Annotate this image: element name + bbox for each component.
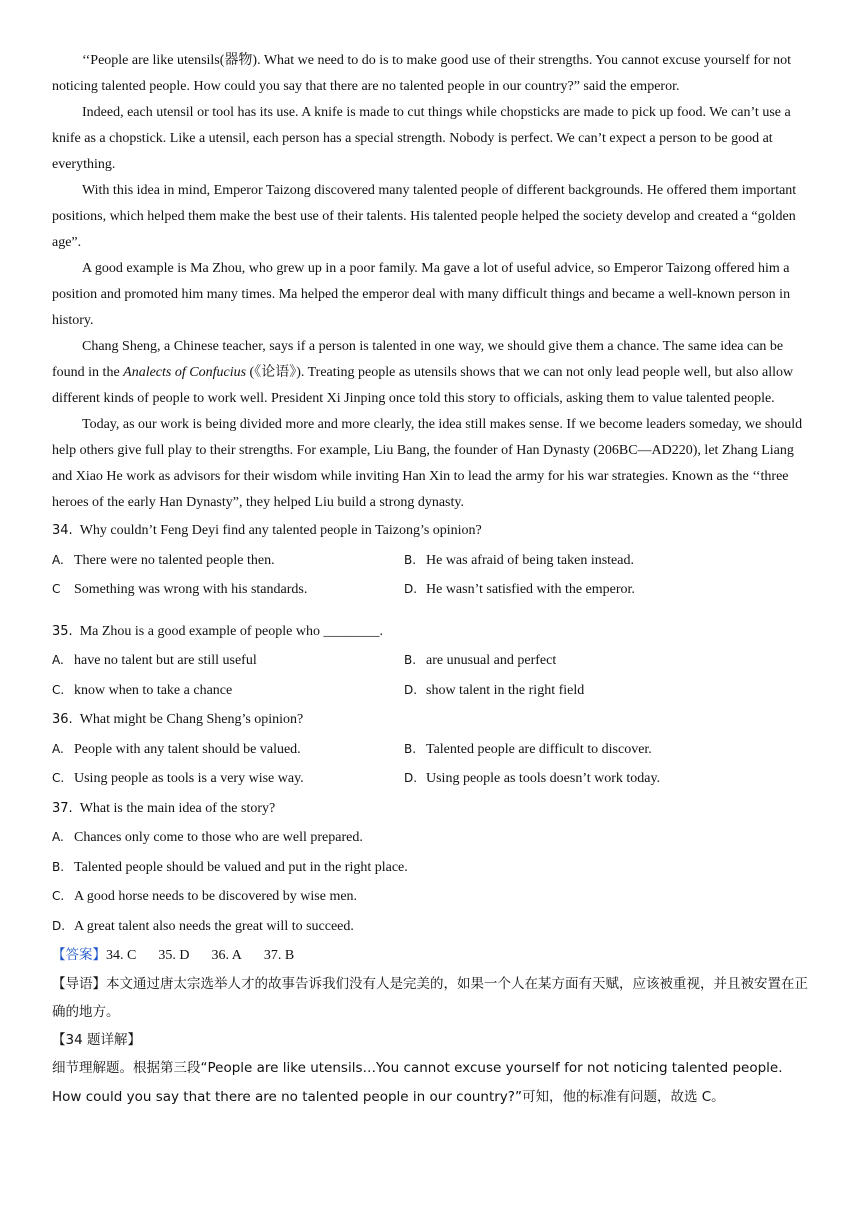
option-letter: A. (52, 552, 64, 567)
option-letter: D. (52, 918, 66, 933)
answer-item: 37. B (263, 948, 295, 963)
option-text: Something was wrong with his standards. (74, 582, 308, 597)
passage-paragraph: A good example is Ma Zhou, who grew up in a poor family. Ma gave a lot of useful advice, so Emperor Taizong offered him a position and promoted him many times. Ma helped the emperor deal with many difficult things and became a well-known person in history. (52, 261, 791, 328)
option-text: A good horse needs to be discovered by wise men. (74, 889, 358, 904)
option (52, 646, 404, 676)
option-letter: D. (404, 582, 418, 596)
option-text: Talented people should be valued and put in the right place. (74, 859, 408, 875)
question-35 (52, 617, 812, 647)
option-text: show talent in the right field (426, 682, 585, 698)
options-36 (52, 735, 812, 794)
answer-tag: 【答案】 (52, 947, 106, 963)
option-letter: A. (52, 830, 64, 844)
answer-item: 34. C (106, 948, 137, 963)
options-35 (52, 646, 812, 705)
option (52, 823, 812, 853)
option-text: Using people as tools is a very wise way. (74, 771, 304, 786)
question-text: What might be Chang Sheng’s opinion? (79, 712, 304, 727)
option (404, 764, 812, 794)
option-text: are unusual and perfect (426, 653, 557, 668)
option-letter: D. (404, 771, 418, 785)
option (404, 646, 812, 676)
passage-paragraph (52, 334, 812, 412)
option (52, 735, 404, 765)
option (52, 676, 404, 706)
detail-34-heading: 【34 题详解】 (52, 1032, 141, 1048)
question-number: 37. (52, 800, 73, 816)
option (52, 546, 404, 576)
option-text: There were no talented people then. (74, 552, 275, 568)
option (52, 853, 812, 883)
option-text: Using people as tools doesn’t work today. (426, 771, 661, 786)
option-text: Talented people are difficult to discover. (426, 741, 652, 757)
option (52, 882, 812, 912)
option-letter: B. (404, 741, 417, 756)
question-number: 35. (52, 623, 73, 639)
question-36 (52, 705, 812, 735)
option (52, 912, 812, 942)
paragraph-text: (《论语》). Treating people as utensils shows that we can not only lead people well, but also allow different kinds of people to work well. President Xi Jinping once told this story to officials, asking them to value talented people. (52, 365, 794, 406)
option (404, 546, 812, 576)
option-letter: B. (404, 653, 417, 667)
passage-paragraph: ‘‘People are like utensils(器物). What we need to do is to make good use of their strengths. You cannot excuse yourself for not noticing talented people. How could you say that there are no talented people in our country?” said the emperor. (52, 53, 792, 94)
option-letter: B. (52, 859, 65, 874)
spacer (52, 605, 812, 617)
option (52, 575, 404, 605)
question-text: What is the main idea of the story? (79, 800, 276, 816)
guide-paragraph (52, 970, 812, 1026)
option-text: He was afraid of being taken instead. (426, 552, 634, 568)
options-37 (52, 823, 812, 941)
option-text: He wasn’t satisfied with the emperor. (426, 582, 635, 597)
book-title: Analects of Confucius (123, 365, 247, 380)
option-text: Chances only come to those who are well prepared. (74, 830, 363, 845)
question-number: 34. (52, 523, 73, 538)
option-text: A great talent also needs the great will to succeed. (74, 918, 354, 934)
option-letter: C. (52, 771, 65, 785)
answer-line (52, 941, 812, 970)
question-number: 36. (52, 712, 73, 727)
option-letter: C. (52, 682, 65, 697)
option-letter: D. (404, 682, 418, 697)
option-text: know when to take a chance (74, 682, 233, 698)
paragraph-text: Chang Sheng, a Chinese teacher, says if a person is talented in one way, we should give them a chance. The same idea can be found in the (52, 339, 784, 380)
options-34 (52, 546, 812, 605)
option-letter: B. (404, 552, 417, 567)
option-letter: C. (52, 889, 65, 903)
question-37 (52, 794, 812, 824)
passage-paragraph: With this idea in mind, Emperor Taizong discovered many talented people of different backgrounds. He offered them important positions, which helped them make the best use of their talents. His talented people helped the society develop and created a “golden age”. (52, 183, 797, 250)
option (404, 676, 812, 706)
passage-paragraph: Today, as our work is being divided more and more clearly, the idea still makes sense. If we become leaders someday, we should help others give full play to their strengths. For example, Liu Bang, the founder of Han Dynasty (206BC—AD220), let Zhang Liang and Xiao He work as advisors for their wisdom while inviting Han Xin to lead the army for his war strategies. Known as the ‘‘three heroes of the early Han Dynasty”, they helped Liu build a strong dynasty. (52, 417, 803, 510)
option-letter: A. (52, 741, 64, 756)
question-text: Why couldn’t Feng Deyi find any talented people in Taizong’s opinion? (79, 523, 482, 538)
answer-item: 36. A (211, 948, 242, 963)
option-text: People with any talent should be valued. (74, 741, 301, 757)
option (52, 764, 404, 794)
question-text: Ma Zhou is a good example of people who ________. (79, 623, 383, 639)
document-page (52, 48, 812, 1112)
detail-text: 细节理解题。根据第三段“People are like utensils…You cannot excuse yourself for not noticing talented people. How could you say that there are no talented people in our country?”可知，他的标准有问题，故选 C。 (52, 1060, 783, 1105)
guide-text: 本文通过唐太宗选举人才的故事告诉我们没有人是完美的，如果一个人在某方面有天赋，应该被重视，并且被安置在正确的地方。 (52, 976, 808, 1020)
detail-34-text (52, 1054, 812, 1112)
option (404, 735, 812, 765)
option-letter: A. (52, 653, 64, 667)
option (404, 575, 812, 605)
option-text: have no talent but are still useful (74, 653, 257, 668)
guide-tag: 【导语】 (52, 976, 106, 992)
answer-item: 35. D (158, 948, 190, 963)
passage-paragraph: Indeed, each utensil or tool has its use. A knife is made to cut things while chopsticks are made to pick up food. We can’t use a knife as a chopstick. Like a utensil, each person has a special strength. Nobody is perfect. We can’t expect a person to be good at everything. (52, 105, 791, 172)
question-34 (52, 516, 812, 546)
option-letter: C (52, 582, 61, 596)
